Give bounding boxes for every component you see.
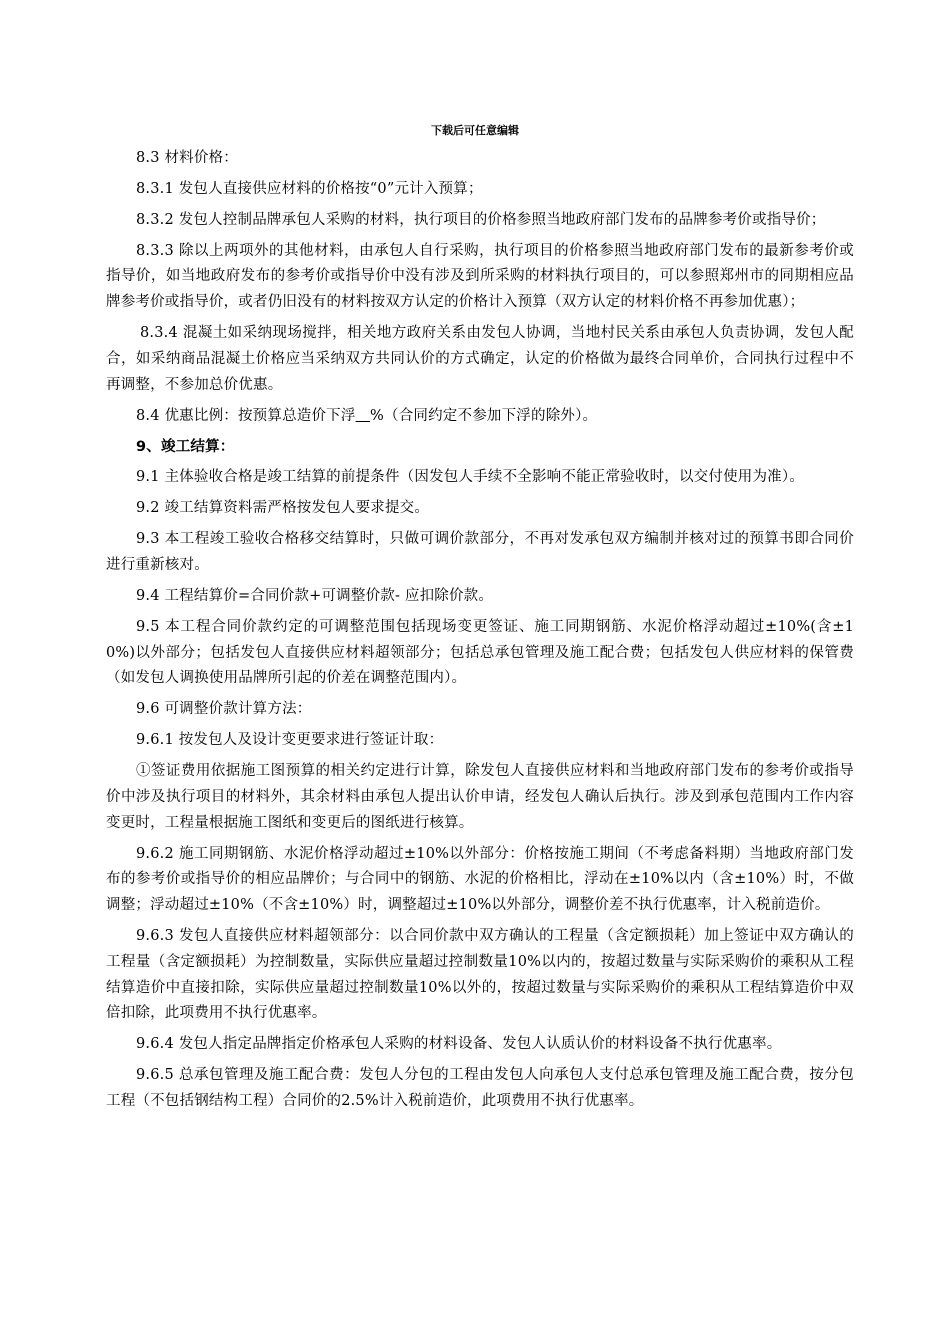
paragraph-8-3-2: 8.3.2 发包人控制品牌承包人采购的材料，执行项目的价格参照当地政府部门发布的品牌参考价或指导价；	[136, 211, 826, 228]
paragraph-8-4-suffix: %（合同约定不参加下浮的除外）。	[370, 407, 598, 424]
paragraph-9-4: 9.4 工程结算价=合同价款+可调整价款- 应扣除价款。	[136, 587, 494, 604]
paragraph-9-2: 9.2 竣工结算资料需严格按发包人要求提交。	[136, 500, 430, 517]
paragraph-8-4	[106, 404, 854, 430]
paragraph-9-6-3: 9.6.3 发包人直接供应材料超领部分：以合同价款中双方确认的工程量（含定额损耗）加上签证中双方确认的工程量（含定额损耗）为控制数量，实际供应量超过控制数量10%以内的，按超过数量与实际采购价的乘积从工程结算造价中直接扣除，实际供应量超过控制数量10%以外的，按超过数量与实际采购价的乘积从工程结算造价中双倍扣除，此项费用不执行优惠率。	[106, 928, 854, 1022]
paragraph-8-3-3: 8.3.3 除以上两项外的其他材料，由承包人自行采购，执行项目的价格参照当地政府部门发布的最新参考价或指导价，如当地政府发布的参考价或指导价中没有涉及到所采购的材料执行项目的，可以参照郑州市的同期相应品牌参考价或指导价，或者仍旧没有的材料按双方认定的价格计入预算（双方认定的材料价格不再参加优惠）；	[106, 242, 854, 311]
paragraph-8-4-text: 8.4 优惠比例：按预算总造价下浮	[136, 407, 356, 424]
paragraph-9-6-4: 9.6.4 发包人指定品牌指定价格承包人采购的材料设备、发包人认质认价的材料设备不执行优惠率。	[136, 1036, 782, 1053]
section-heading-9: 9、竣工结算：	[136, 438, 235, 455]
paragraph-9-5: 9.5 本工程合同价款约定的可调整范围包括现场变更签证、施工同期钢筋、水泥价格浮动超过±10%(含±10%)以外部分；包括发包人直接供应材料超领部分；包括总承包管理及施工配合费；包括发包人供应材料的保管费（如发包人调换使用品牌所引起的价差在调整范围内）。	[106, 618, 854, 687]
paragraph-9-1: 9.1 主体验收合格是竣工结算的前提条件（因发包人手续不全影响不能正常验收时，以交付使用为准）。	[136, 469, 805, 486]
paragraph-9-6-1-item-1: ①签证费用依据施工图预算的相关约定进行计算，除发包人直接供应材料和当地政府部门发布的参考价或指导价中涉及执行项目的材料外，其余材料由承包人提出认价申请，经发包人确认后执行。涉及到承包范围内工作内容变更时，工程量根据施工图纸和变更后的图纸进行核算。	[106, 763, 854, 831]
paragraph-8-3-4: 8.3.4 混凝土如采纳现场搅拌，相关地方政府关系由发包人协调，当地村民关系由承包人负责协调，发包人配合，如采纳商品混凝土价格应当采纳双方共同认价的方式确定，认定的价格做为最终合同单价，合同执行过程中不再调整，不参加总价优惠。	[106, 325, 854, 393]
paragraph-9-6-1: 9.6.1 按发包人及设计变更要求进行签证计取：	[136, 732, 444, 749]
paragraph-9-6-2: 9.6.2 施工同期钢筋、水泥价格浮动超过±10%以外部分：价格按施工期间（不考虑备料期）当地政府部门发布的参考价或指导价的相应品牌价；与合同中的钢筋、水泥的价格相比，浮动在±10%以内（含±10%）时，不做调整；浮动超过±10%（不含±10%）时，调整超过±10%以外部分，调整价差不执行优惠率，计入税前造价。	[106, 845, 854, 914]
paragraph-8-3: 8.3 材料价格：	[136, 150, 238, 166]
paragraph-8-3-1: 8.3.1 发包人直接供应材料的价格按“0”元计入预算；	[136, 180, 483, 197]
paragraph-9-3: 9.3 本工程竣工验收合格移交结算时，只做可调价款部分，不再对发承包双方编制并核对过的预算书即合同价进行重新核对。	[106, 531, 854, 573]
header-note: 下载后可任意编辑	[431, 124, 519, 137]
discount-rate-blank	[356, 408, 370, 424]
document-body	[106, 146, 854, 1120]
paragraph-9-6-5: 9.6.5 总承包管理及施工配合费：发包人分包的工程由发包人向承包人支付总承包管理及施工配合费，按分包工程（不包括钢结构工程）合同价的2.5%计入税前造价，此项费用不执行优惠率。	[106, 1067, 854, 1109]
paragraph-9-6: 9.6 可调整价款计算方法：	[136, 701, 312, 718]
